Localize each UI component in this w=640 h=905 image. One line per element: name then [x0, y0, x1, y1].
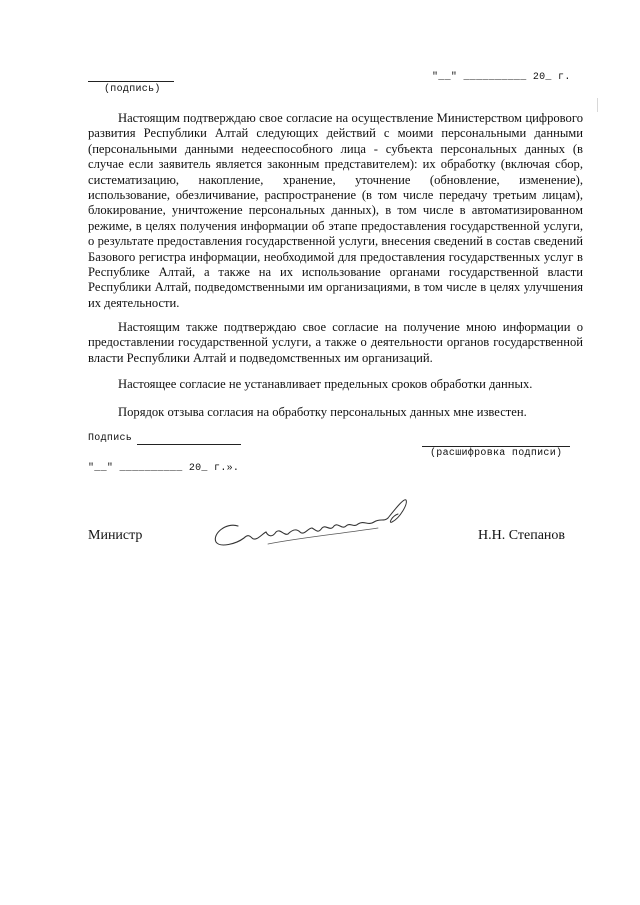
minister-role: Министр	[88, 528, 143, 543]
consent-paragraph-processing: Настоящим подтверждаю свое согласие на осуществление Министерством цифрового развития Республики Алтай следующих действий с моими персональными данными (персональными данными недееспособного лица - субъекта персональных данных (в случае если заявитель является законным представителем): их обработку (включая сбор, систематизацию, накопление, хранение, уточнение (обновление, изменение), использование, обезличивание, распространение (в том числе передачу третьим лицам), блокирование, уничтожение персональных данных), в том числе в автоматизированном режиме, в целях получения информации об этапе предоставления государственной услуги, о результате предоставления государственной услуги, внесения сведений в состав сведений Базового регистра информации, необходимой для предоставления государственных услуг в Республике Алтай, а также на их использование органами государственной власти Республики Алтай, подведомственными им организациями, в том числе в целях улучшения их деятельности.	[88, 111, 583, 310]
signature-date-line: "__" __________ 20_ г.».	[88, 463, 240, 474]
top-date-line: "__" __________ 20_ г.	[432, 72, 571, 83]
top-signature-caption: (подпись)	[104, 84, 161, 95]
handwritten-signature	[208, 492, 416, 554]
minister-name: Н.Н. Степанов	[478, 528, 566, 543]
consent-paragraph-term: Настоящее согласие не устанавливает предельных сроков обработки данных.	[118, 377, 533, 391]
signature-label: Подпись	[88, 433, 133, 444]
margin-mark	[597, 98, 598, 112]
consent-paragraph-withdrawal: Порядок отзыва согласия на обработку персональных данных мне известен.	[118, 405, 527, 419]
signature-decode-line	[422, 446, 570, 447]
top-signature-line	[88, 81, 174, 82]
signature-line	[137, 444, 241, 445]
consent-paragraph-information: Настоящим также подтверждаю свое согласие на получение мною информации о предоставлении государственной услуги, а также о деятельности органов государственной власти Республики Алтай и подведомственных им организаций.	[88, 320, 583, 365]
signature-decode-caption: (расшифровка подписи)	[430, 448, 563, 459]
